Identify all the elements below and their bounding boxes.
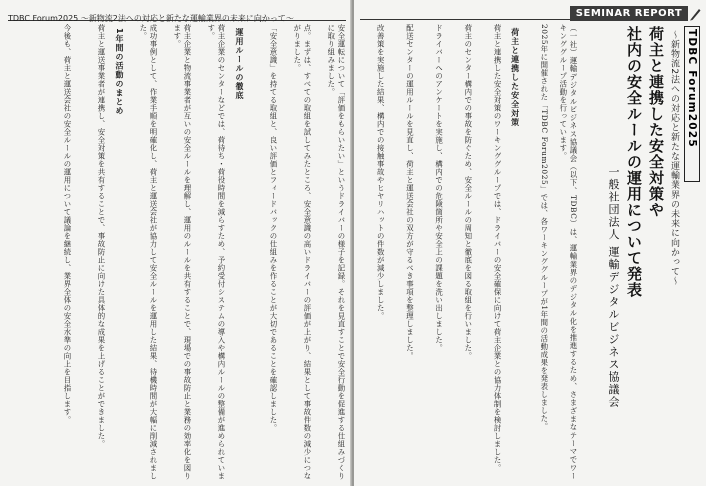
organization-name: 一般社団法人 運輸デジタルビジネス協議会 [607, 166, 620, 409]
body-column: 配送センターの運用ルールを見直し、荷主と運送会社の双方が守るべき事項を整理しました。 [405, 24, 415, 360]
body-column: （一社）運輸デジタルビジネス協議会（以下、TDBC）は、運輸業界のデジタル化を推進するため、さまざまなテーマでワーキンググループ活動を行っています。 [558, 24, 578, 480]
seminar-report-badge: SEMINAR REPORT [570, 6, 688, 21]
left-body-columns [8, 24, 346, 480]
body-column: 荷主企業と物流事業者が互いの安全ルールを理解し、運用のルールを共有することで、現場での事故防止と業務の効率化を図ります。 [172, 24, 192, 480]
body-column: 荷主企業のセンターなどでは、荷待ち・荷役時間を減らすため、予約受付システムの導入や構内ルールの整備が進められています。 [206, 24, 226, 480]
left-page [0, 0, 352, 486]
section-heading: 運用ルールの徹底 [235, 28, 244, 100]
body-column: 荷主と連携した安全対策のワーキンググループでは、ドライバーの安全確保に向けて荷主企業との協力体制を検討しました。 [493, 24, 503, 472]
section-heading: 1年間の活動のまとめ [115, 28, 124, 116]
right-page [354, 0, 706, 486]
body-column: 荷主と運送事業者が連携し、安全対策を共有することで、事故防止に向けた具体的な成果を上げることができました。 [97, 24, 106, 448]
body-column: 点。まずは、すべての取組を試してみたところ、安全意識の高いドライバーの評価が上がり、結果として事故件数の減少につながりました。 [292, 24, 312, 480]
section-heading: 荷主と連携した安全対策 [510, 28, 520, 127]
running-header-text: TDBC Forum2025 ～新物流2法への対応と新たな運輸業界の未来に向かって～ [8, 14, 294, 23]
article-subtitle: ～新物流2法への対応と新たな運輸業界の未来に向かって～ [669, 30, 679, 286]
right-body-columns [360, 24, 578, 480]
pen-icon [688, 6, 702, 21]
article-title-line: 社内の安全ルールの運用について発表 [625, 26, 643, 298]
article-title-line: 荷主と連携した安全対策や [647, 26, 665, 218]
body-column: 「安全意識」を持てる取組と、良い評価とフィードバックの仕組みを作ることが大切であることを確認しました。 [269, 24, 278, 432]
section-header [360, 6, 704, 21]
body-column: 今後も、荷主と運送会社の安全ルールの運用について議論を継続し、業界全体の安全水準の向上を目指します。 [63, 24, 72, 424]
series-label: TDBC Forum2025 [684, 26, 700, 182]
body-column: ドライバーへのアンケートを実施し、構内での危険箇所や安全上の課題を洗い出しました。 [434, 24, 444, 352]
article-title-block [582, 26, 700, 482]
body-column: 改善策を実施した結果、構内での接触事故やヒヤリハットの件数が減少しました。 [376, 24, 386, 320]
body-column: 2025年に開催された「TDBC Forum2025」では、各ワーキンググループが1年間の活動成果を発表しました。 [539, 24, 549, 431]
running-header [8, 6, 346, 21]
body-column: 安全運転について「評価をもらいたい」というドライバーの様子を記録。それを見直すことで安全行動を促進する仕組みづくりに取り組みました。 [326, 24, 346, 480]
body-column: 成功事例として、作業手順を明確化し、荷主と運送会社が協力して安全ルールを運用した結果、待機時間が大幅に削減されました。 [138, 24, 158, 480]
body-column: 荷主のセンター構内での事故を防ぐため、安全ルールの周知と徹底を図る取組を行いました。 [463, 24, 473, 360]
